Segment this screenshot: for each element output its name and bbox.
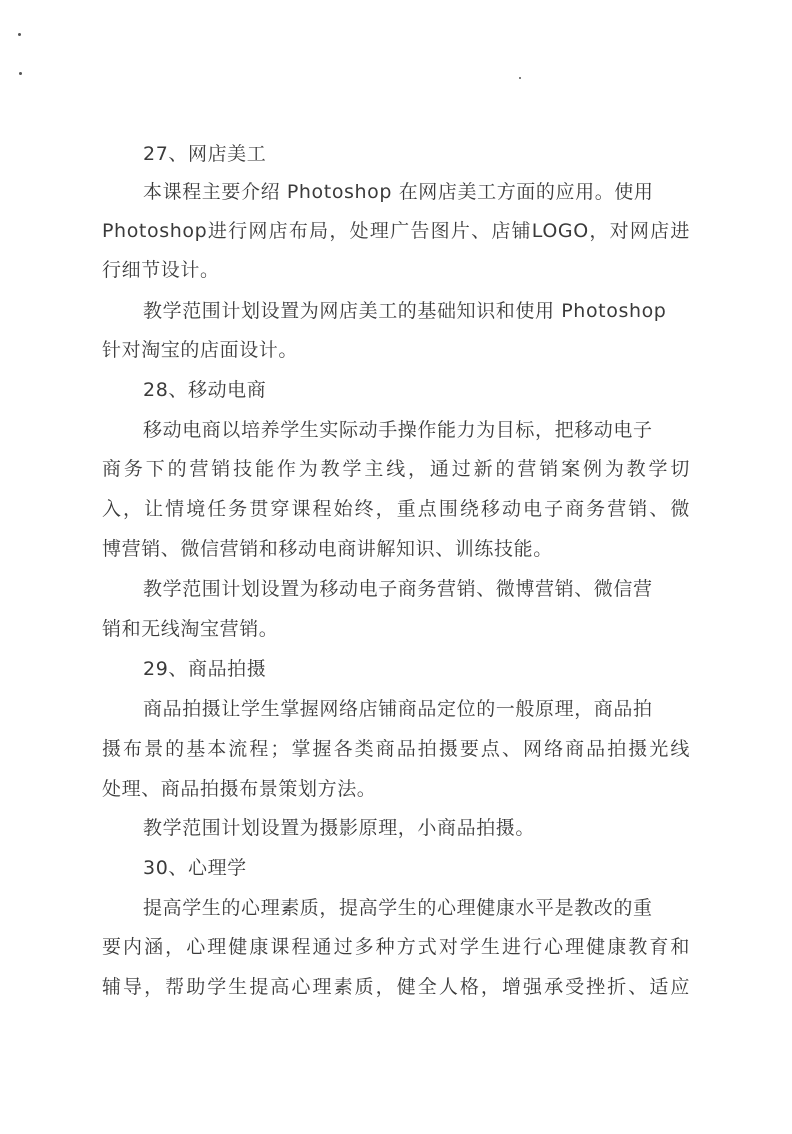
paragraph-line: 教学范围计划设置为移动电子商务营销、微博营销、微信营: [143, 578, 653, 600]
paragraph-line: 本课程主要介绍 Photoshop 在网店美工方面的应用。使用: [143, 181, 654, 203]
paragraph-line: Photoshop进行网店布局，处理广告图片、店铺LOGO，对网店进: [102, 220, 690, 242]
section-heading-28: 28、移动电商: [143, 379, 267, 401]
paragraph-line: 销和无线淘宝营销。: [102, 618, 279, 640]
paragraph-line: 博营销、微信营销和移动电商讲解知识、训练技能。: [102, 538, 553, 560]
scan-speck: [19, 72, 22, 75]
section-heading-30: 30、心理学: [143, 857, 247, 879]
paragraph-line: 教学范围计划设置为摄影原理，小商品拍摄。: [143, 817, 536, 839]
paragraph-line: 行细节设计。: [102, 259, 220, 281]
paragraph-line: 商务下的营销技能作为教学主线，通过新的营销案例为教学切: [102, 458, 690, 480]
paragraph-line: 商品拍摄让学生掌握网络店铺商品定位的一般原理，商品拍: [143, 698, 653, 720]
section-heading-27: 27、网店美工: [143, 143, 267, 165]
scan-speck: [18, 33, 21, 36]
paragraph-line: 摄布景的基本流程；掌握各类商品拍摄要点、网络商品拍摄光线: [102, 738, 690, 760]
paragraph-line: 移动电商以培养学生实际动手操作能力为目标，把移动电子: [143, 419, 653, 441]
paragraph-line: 提高学生的心理素质，提高学生的心理健康水平是教改的重: [143, 897, 653, 919]
paragraph-line: 入，让情境任务贯穿课程始终，重点围绕移动电子商务营销、微: [102, 498, 690, 520]
paragraph-line: 教学范围计划设置为网店美工的基础知识和使用 Photoshop: [143, 300, 667, 322]
paragraph-line: 要内涵，心理健康课程通过多种方式对学生进行心理健康教育和: [102, 936, 690, 958]
paragraph-line: 处理、商品拍摄布景策划方法。: [102, 778, 377, 800]
paragraph-line: 辅导，帮助学生提高心理素质，健全人格，增强承受挫折、适应: [102, 976, 690, 998]
scan-speck: [519, 77, 521, 79]
section-heading-29: 29、商品拍摄: [143, 658, 267, 680]
paragraph-line: 针对淘宝的店面设计。: [102, 339, 299, 361]
